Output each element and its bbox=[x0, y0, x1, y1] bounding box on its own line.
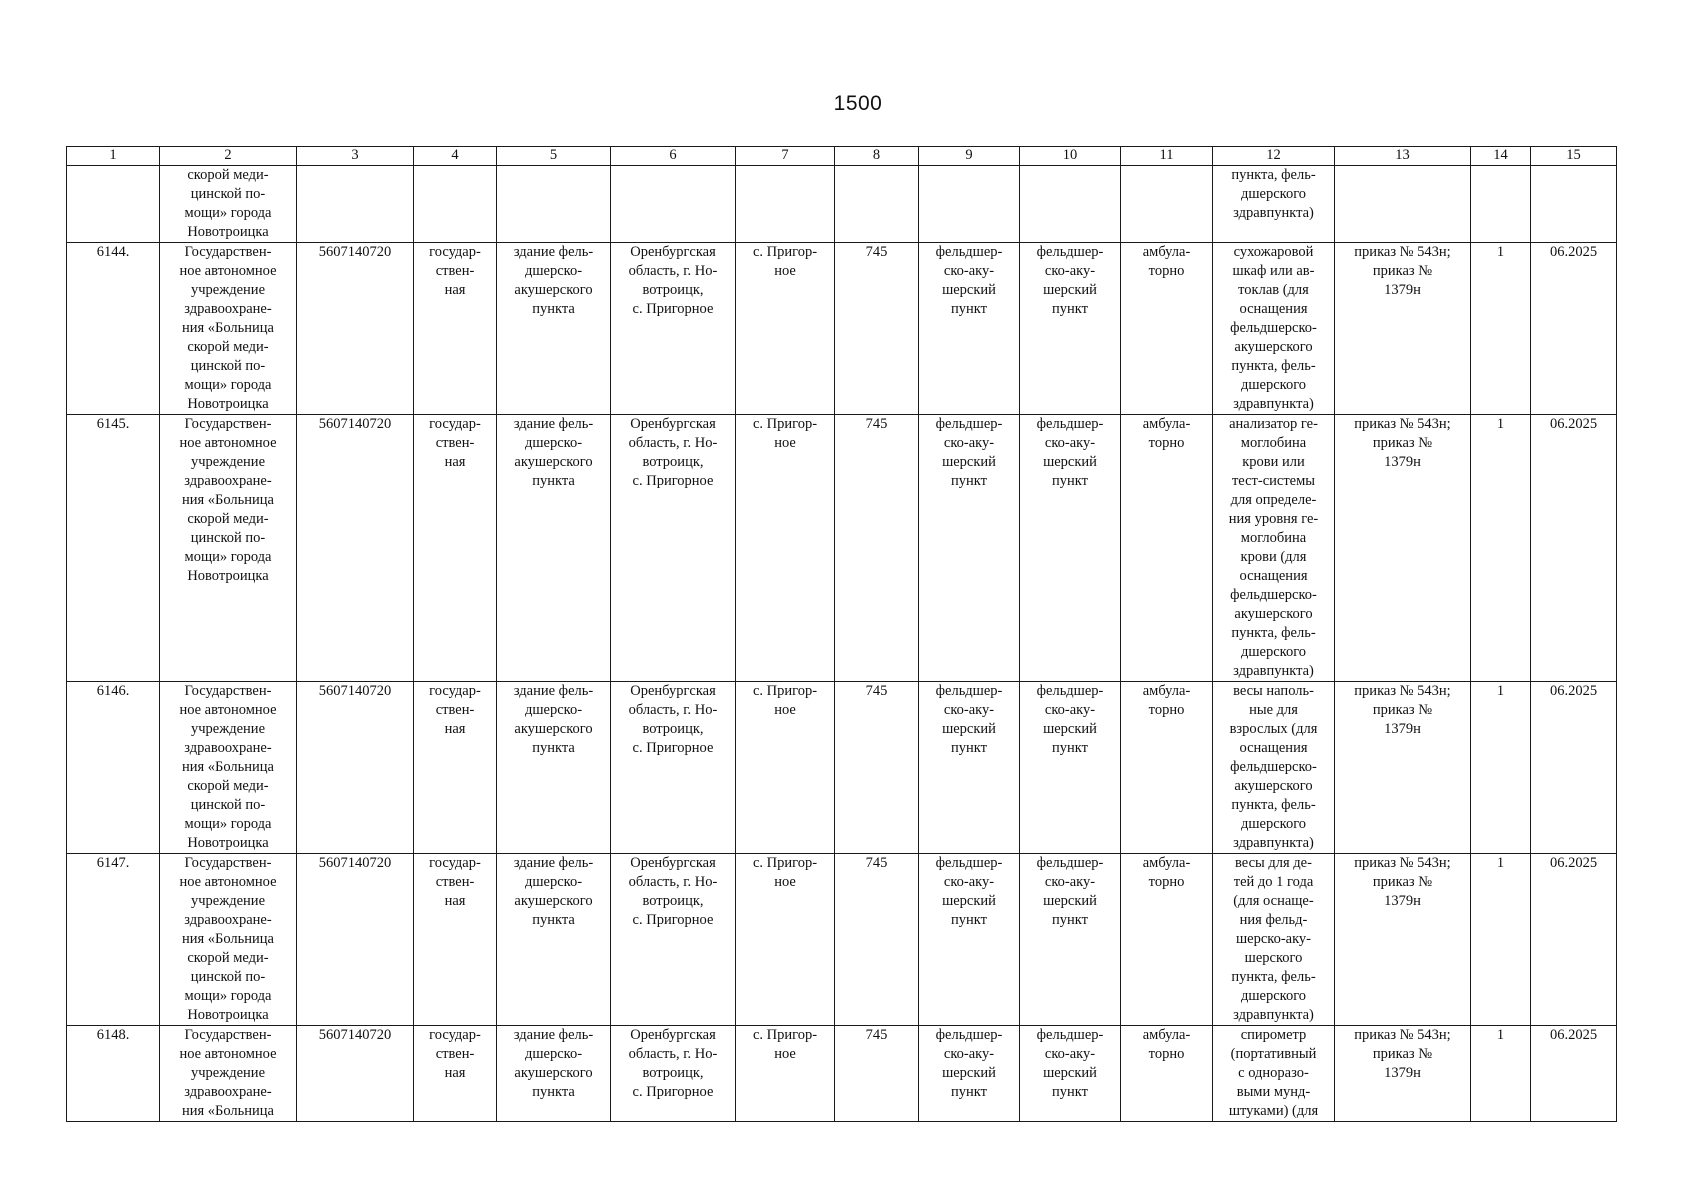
table-cell bbox=[1471, 854, 1531, 1026]
cell-text: 745 bbox=[865, 1027, 888, 1043]
cell-text: 6148. bbox=[96, 1027, 130, 1043]
cell-text: фельдшер- ско-аку- шерский пункт bbox=[1036, 855, 1104, 928]
cell-text: спирометр (портативный с одноразо- выми мунд- штуками) (для bbox=[1228, 1027, 1319, 1119]
cell-text: 1 bbox=[1496, 1027, 1505, 1043]
column-header: 15 bbox=[1531, 147, 1617, 166]
cell-text: приказ № 543н; приказ № 1379н bbox=[1354, 683, 1451, 737]
cell-text: здание фель- дшерско- акушерского пункта bbox=[513, 416, 594, 489]
table-cell bbox=[160, 1026, 297, 1122]
table-cell bbox=[1335, 1026, 1471, 1122]
cell-text: здание фель- дшерско- акушерского пункта bbox=[513, 1027, 594, 1100]
table-cell bbox=[1020, 1026, 1121, 1122]
cell-text: амбула- торно bbox=[1142, 416, 1191, 451]
cell-text: 745 bbox=[865, 244, 888, 260]
table-cell bbox=[1121, 854, 1213, 1026]
column-header: 7 bbox=[736, 147, 835, 166]
header-row bbox=[67, 147, 1617, 166]
table-cell bbox=[297, 682, 414, 854]
table-row bbox=[67, 415, 1617, 682]
table-cell bbox=[611, 1026, 736, 1122]
cell-text: 6145. bbox=[96, 416, 130, 432]
cell-text: фельдшер- ско-аку- шерский пункт bbox=[1036, 1027, 1104, 1100]
table-row bbox=[67, 682, 1617, 854]
table-cell bbox=[1335, 854, 1471, 1026]
table-cell bbox=[1213, 243, 1335, 415]
cell-text: амбула- торно bbox=[1142, 244, 1191, 279]
table-cell bbox=[1121, 415, 1213, 682]
table-cell bbox=[1531, 1026, 1617, 1122]
table-cell bbox=[835, 682, 919, 854]
column-header: 8 bbox=[835, 147, 919, 166]
cell-text: Оренбургская область, г. Но- вотроицк, с. Пригорное bbox=[628, 855, 718, 928]
cell-text: фельдшер- ско-аку- шерский пункт bbox=[935, 683, 1003, 756]
column-header: 3 bbox=[297, 147, 414, 166]
table-cell bbox=[1020, 682, 1121, 854]
cell-text: государ- ствен- ная bbox=[429, 1027, 481, 1081]
table-cell bbox=[67, 682, 160, 854]
table-cell bbox=[919, 166, 1020, 243]
cell-text: фельдшер- ско-аку- шерский пункт bbox=[1036, 683, 1104, 756]
table-cell bbox=[414, 166, 497, 243]
table-cell bbox=[1213, 682, 1335, 854]
cell-text: 5607140720 bbox=[318, 416, 392, 432]
table-cell bbox=[1335, 166, 1471, 243]
table-cell bbox=[835, 243, 919, 415]
table-cell bbox=[835, 854, 919, 1026]
cell-text: весы для де- тей до 1 года (для оснаще- ния фельд- шерско-аку- шерского пункта, фель- дшерского здравпункта) bbox=[1231, 855, 1316, 1023]
table-cell bbox=[414, 415, 497, 682]
table-cell bbox=[1020, 166, 1121, 243]
table-cell bbox=[1471, 166, 1531, 243]
table-cell bbox=[297, 415, 414, 682]
table-cell bbox=[67, 1026, 160, 1122]
cell-text: государ- ствен- ная bbox=[429, 683, 481, 737]
table-cell bbox=[67, 243, 160, 415]
cell-text: 5607140720 bbox=[318, 244, 392, 260]
cell-text: Государствен- ное автономное учреждение здравоохране- ния «Больница скорой меди- цинской по- мощи» города Новотроицка bbox=[179, 244, 277, 412]
table-cell bbox=[1121, 166, 1213, 243]
table-cell bbox=[1531, 415, 1617, 682]
cell-text: с. Пригор- ное bbox=[752, 1027, 818, 1062]
table-cell bbox=[67, 166, 160, 243]
table-cell bbox=[919, 243, 1020, 415]
cell-text: Государствен- ное автономное учреждение здравоохране- ния «Больница скорой меди- цинской по- мощи» города Новотроицка bbox=[179, 855, 277, 1023]
table-cell bbox=[67, 415, 160, 682]
table-cell bbox=[835, 1026, 919, 1122]
cell-text: приказ № 543н; приказ № 1379н bbox=[1354, 1027, 1451, 1081]
table-cell bbox=[414, 243, 497, 415]
cell-text: приказ № 543н; приказ № 1379н bbox=[1354, 244, 1451, 298]
cell-text: 06.2025 bbox=[1549, 244, 1598, 260]
cell-text: здание фель- дшерско- акушерского пункта bbox=[513, 683, 594, 756]
table-row bbox=[67, 243, 1617, 415]
cell-text: 1 bbox=[1496, 855, 1505, 871]
cell-text: Оренбургская область, г. Но- вотроицк, с. Пригорное bbox=[628, 244, 718, 317]
table-cell bbox=[1121, 682, 1213, 854]
table-cell bbox=[414, 1026, 497, 1122]
cell-text: фельдшер- ско-аку- шерский пункт bbox=[935, 416, 1003, 489]
table-cell bbox=[736, 854, 835, 1026]
cell-text: 6147. bbox=[96, 855, 130, 871]
cell-text: скорой меди- цинской по- мощи» города Новотроицка bbox=[184, 167, 272, 240]
column-header: 14 bbox=[1471, 147, 1531, 166]
cell-text: 1 bbox=[1496, 683, 1505, 699]
cell-text: приказ № 543н; приказ № 1379н bbox=[1354, 855, 1451, 909]
cell-text: приказ № 543н; приказ № 1379н bbox=[1354, 416, 1451, 470]
cell-text: анализатор ге- моглобина крови или тест-системы для определе- ния уровня ге- моглобина крови (для оснащения фельдшерско- акушерского пункта, фель- дшерского здравпункта) bbox=[1228, 416, 1319, 679]
cell-text: государ- ствен- ная bbox=[429, 416, 481, 470]
cell-text: Государствен- ное автономное учреждение здравоохране- ния «Больница скорой меди- цинской по- мощи» города Новотроицка bbox=[179, 416, 277, 584]
cell-text: 06.2025 bbox=[1549, 855, 1598, 871]
cell-text: 5607140720 bbox=[318, 855, 392, 871]
cell-text: государ- ствен- ная bbox=[429, 244, 481, 298]
column-header: 12 bbox=[1213, 147, 1335, 166]
cell-text: Оренбургская область, г. Но- вотроицк, с. Пригорное bbox=[628, 683, 718, 756]
table-row bbox=[67, 1026, 1617, 1122]
table-cell bbox=[1471, 415, 1531, 682]
cell-text: 1 bbox=[1496, 244, 1505, 260]
table-cell bbox=[160, 415, 297, 682]
table-cell bbox=[919, 854, 1020, 1026]
table-cell bbox=[497, 415, 611, 682]
cell-text: 745 bbox=[865, 416, 888, 432]
cell-text: 06.2025 bbox=[1549, 1027, 1598, 1043]
table-cell bbox=[1471, 682, 1531, 854]
cell-text: сухожаровой шкаф или ав- токлав (для оснащения фельдшерско- акушерского пункта, фель- дшерского здравпункта) bbox=[1230, 244, 1317, 412]
cell-text: фельдшер- ско-аку- шерский пункт bbox=[935, 1027, 1003, 1100]
column-header: 1 bbox=[67, 147, 160, 166]
table-cell bbox=[835, 166, 919, 243]
table-cell bbox=[297, 243, 414, 415]
table-cell bbox=[1121, 243, 1213, 415]
table-cell bbox=[1531, 166, 1617, 243]
table-cell bbox=[1335, 415, 1471, 682]
table-cell bbox=[736, 166, 835, 243]
table-cell bbox=[160, 166, 297, 243]
table-cell bbox=[297, 166, 414, 243]
table-cell bbox=[1335, 243, 1471, 415]
table-cell bbox=[160, 854, 297, 1026]
table-row bbox=[67, 166, 1617, 243]
table-cell bbox=[414, 854, 497, 1026]
cell-text: Государствен- ное автономное учреждение здравоохране- ния «Больница bbox=[179, 1027, 277, 1119]
table-cell bbox=[497, 1026, 611, 1122]
cell-text: 06.2025 bbox=[1549, 683, 1598, 699]
table-cell bbox=[414, 682, 497, 854]
table-body bbox=[67, 166, 1617, 1122]
table-cell bbox=[1020, 415, 1121, 682]
cell-text: Оренбургская область, г. Но- вотроицк, с. Пригорное bbox=[628, 1027, 718, 1100]
cell-text: здание фель- дшерско- акушерского пункта bbox=[513, 244, 594, 317]
table-cell bbox=[611, 166, 736, 243]
column-header: 11 bbox=[1121, 147, 1213, 166]
table-cell bbox=[1213, 854, 1335, 1026]
table-cell bbox=[297, 854, 414, 1026]
table-cell bbox=[611, 415, 736, 682]
table-cell bbox=[1213, 1026, 1335, 1122]
table-cell bbox=[160, 682, 297, 854]
table-cell bbox=[611, 682, 736, 854]
table-cell bbox=[497, 682, 611, 854]
cell-text: весы наполь- ные для взрослых (для оснащения фельдшерско- акушерского пункта, фель- дшерского здравпункта) bbox=[1229, 683, 1318, 851]
cell-text: 6146. bbox=[96, 683, 130, 699]
table-cell bbox=[1213, 166, 1335, 243]
cell-text: с. Пригор- ное bbox=[752, 416, 818, 451]
cell-text: фельдшер- ско-аку- шерский пункт bbox=[1036, 244, 1104, 317]
cell-text: 5607140720 bbox=[318, 683, 392, 699]
table-cell bbox=[736, 682, 835, 854]
cell-text: 1 bbox=[1496, 416, 1505, 432]
table-cell bbox=[1471, 1026, 1531, 1122]
table-cell bbox=[1471, 243, 1531, 415]
column-header: 4 bbox=[414, 147, 497, 166]
table-cell bbox=[297, 1026, 414, 1122]
cell-text: с. Пригор- ное bbox=[752, 855, 818, 890]
table-cell bbox=[497, 243, 611, 415]
cell-text: амбула- торно bbox=[1142, 855, 1191, 890]
table-cell bbox=[67, 854, 160, 1026]
table-cell bbox=[1121, 1026, 1213, 1122]
column-header: 2 bbox=[160, 147, 297, 166]
cell-text: амбула- торно bbox=[1142, 1027, 1191, 1062]
table-cell bbox=[497, 854, 611, 1026]
cell-text: 745 bbox=[865, 855, 888, 871]
table-cell bbox=[919, 415, 1020, 682]
cell-text: Оренбургская область, г. Но- вотроицк, с. Пригорное bbox=[628, 416, 718, 489]
table-cell bbox=[160, 243, 297, 415]
column-header: 6 bbox=[611, 147, 736, 166]
cell-text: амбула- торно bbox=[1142, 683, 1191, 718]
column-header: 5 bbox=[497, 147, 611, 166]
cell-text: 6144. bbox=[96, 244, 130, 260]
cell-text: 06.2025 bbox=[1549, 416, 1598, 432]
cell-text: Государствен- ное автономное учреждение здравоохране- ния «Больница скорой меди- цинской по- мощи» города Новотроицка bbox=[179, 683, 277, 851]
table-cell bbox=[736, 1026, 835, 1122]
table-cell bbox=[1213, 415, 1335, 682]
cell-text: здание фель- дшерско- акушерского пункта bbox=[513, 855, 594, 928]
cell-text: фельдшер- ско-аку- шерский пункт bbox=[935, 244, 1003, 317]
cell-text: с. Пригор- ное bbox=[752, 244, 818, 279]
table-cell bbox=[1020, 854, 1121, 1026]
table-cell bbox=[1531, 682, 1617, 854]
table-cell bbox=[497, 166, 611, 243]
table-cell bbox=[1020, 243, 1121, 415]
register-table bbox=[66, 146, 1617, 1122]
cell-text: государ- ствен- ная bbox=[429, 855, 481, 909]
page-number: 1500 bbox=[833, 92, 883, 115]
cell-text: 5607140720 bbox=[318, 1027, 392, 1043]
table-cell bbox=[736, 243, 835, 415]
table-cell bbox=[611, 243, 736, 415]
cell-text: фельдшер- ско-аку- шерский пункт bbox=[1036, 416, 1104, 489]
table-cell bbox=[1335, 682, 1471, 854]
table-cell bbox=[919, 682, 1020, 854]
table-cell bbox=[736, 415, 835, 682]
table-cell bbox=[919, 1026, 1020, 1122]
cell-text: пункта, фель- дшерского здравпункта) bbox=[1231, 167, 1316, 221]
table-cell bbox=[835, 415, 919, 682]
table-cell bbox=[611, 854, 736, 1026]
table-row bbox=[67, 854, 1617, 1026]
column-header: 9 bbox=[919, 147, 1020, 166]
table-cell bbox=[1531, 854, 1617, 1026]
cell-text: фельдшер- ско-аку- шерский пункт bbox=[935, 855, 1003, 928]
column-header: 13 bbox=[1335, 147, 1471, 166]
cell-text: 745 bbox=[865, 683, 888, 699]
cell-text: с. Пригор- ное bbox=[752, 683, 818, 718]
table-cell bbox=[1531, 243, 1617, 415]
column-header: 10 bbox=[1020, 147, 1121, 166]
